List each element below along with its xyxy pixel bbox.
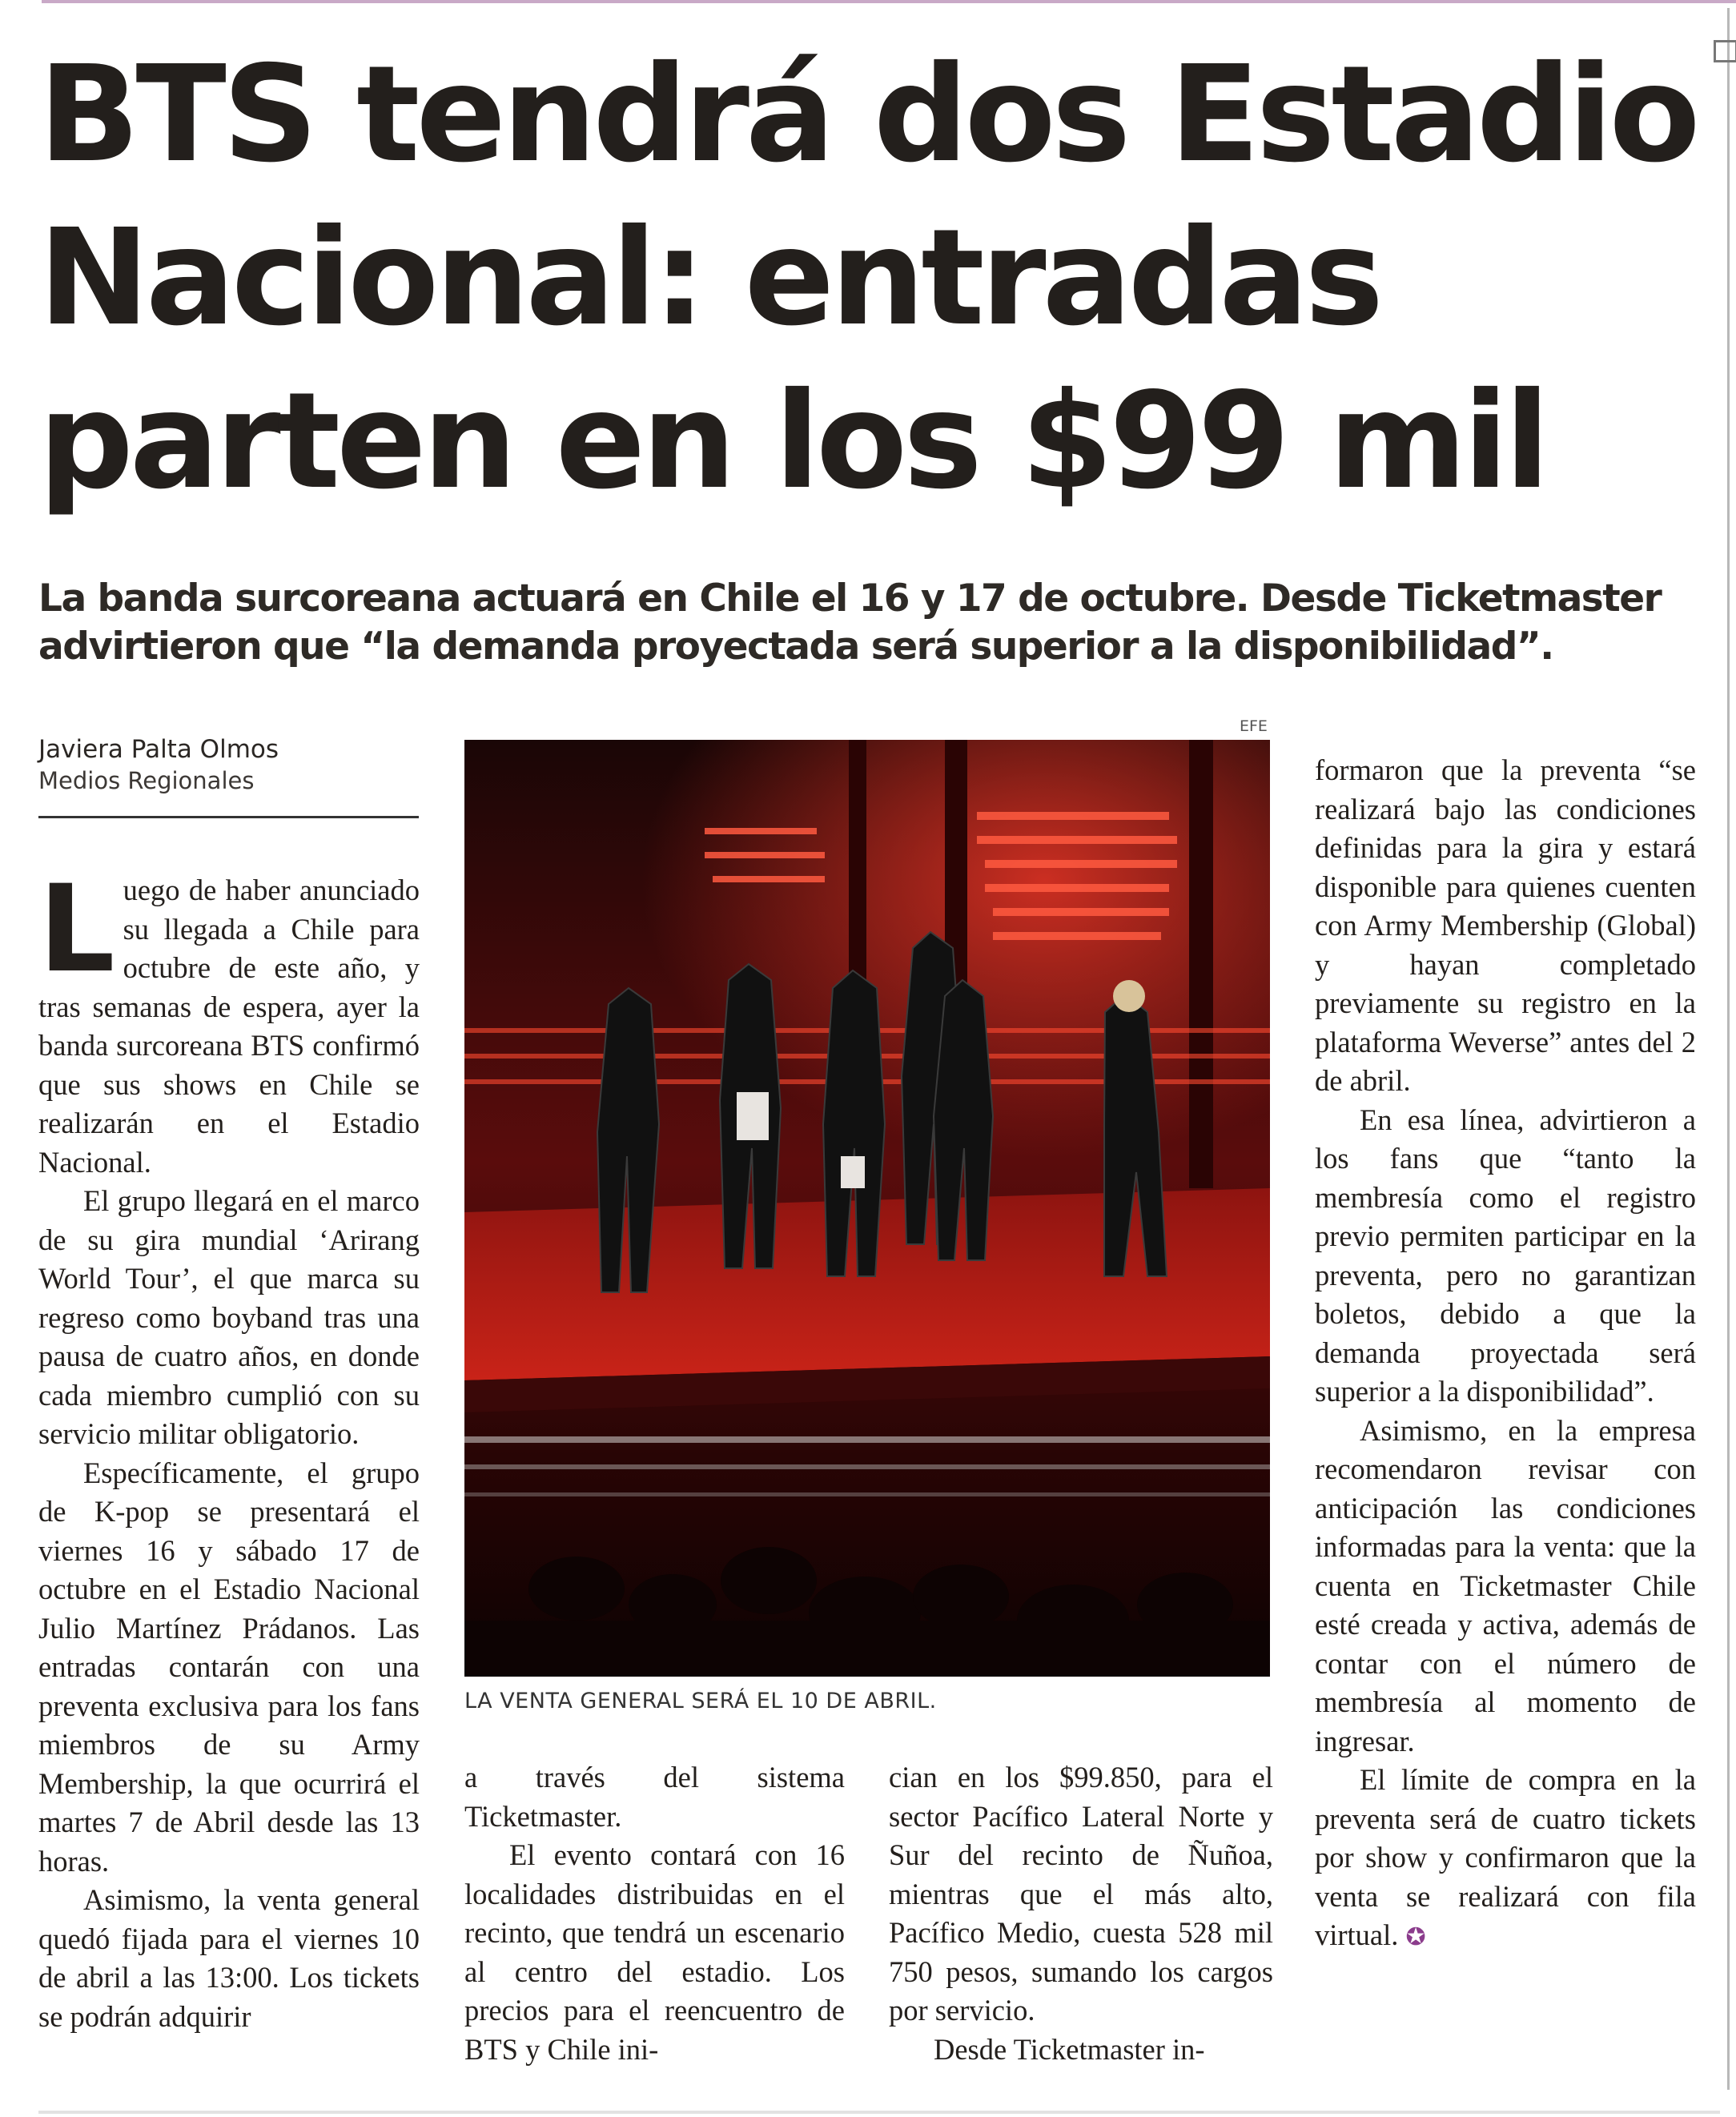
paragraph-1-text: uego de haber anunciado su llegada a Chile para octubre de este año, y tras semanas de espera, ayer la banda surcoreana BTS confirmó que sus shows en Chile se realizarán en el Estadio Nacional. [38, 874, 420, 1179]
concert-photo [464, 740, 1270, 1677]
paragraph-11: Asimismo, en la empresa recomendaron revisar con anticipación las condiciones informadas para la venta: que la cuenta en Ticketmaster Chile esté creada y activa, además de contar con el número de membresía al momento de ingresar. [1315, 1413, 1696, 1757]
drop-cap: L [38, 860, 115, 999]
photo-credit: EFE [1240, 717, 1268, 735]
body-column-1 [38, 860, 420, 2036]
photo-caption: LA VENTA GENERAL SERÁ EL 10 DE ABRIL. [464, 1689, 937, 1713]
bottom-rule [38, 2111, 1720, 2114]
subheadline: La banda surcoreana actuará en Chile el 16 y 17 de octubre. Desde Ticketmaster advirtieron que “la demanda proyectada será superior a la disponibilidad”. [38, 576, 1662, 669]
paragraph-4: Asimismo, la venta general quedó fijada para el viernes 10 de abril a las 13:00. Los tickets se podrán adquirir [38, 1883, 420, 2033]
paragraph-2: El grupo llegará en el marco de su gira mundial ‘Arirang World Tour’, el que marca su regreso como boyband tras una pausa de cuatro años, en donde cada miembro cumplió con su servicio militar obligatorio. [38, 1184, 420, 1450]
body-column-3 [889, 1758, 1273, 2069]
top-rule [42, 0, 1736, 3]
author-name: Javiera Palta Olmos [38, 735, 279, 764]
paragraph-3: Específicamente, el grupo de K-pop se presentará el viernes 16 y sábado 17 de octubre en el Estadio Nacional Julio Martínez Prádanos. Las entradas contarán con una preventa exclusiva para los fans miembros de su Army Membership, la que ocurrirá el martes 7 de Abril desde las 13 horas. [38, 1456, 420, 1878]
paragraph-8: Desde Ticketmaster in- [934, 2032, 1205, 2066]
headline: BTS tendrá dos Estadio Nacional: entradas parten en los $99 mil [38, 38, 1697, 519]
end-mark-icon: ✪ [1405, 1923, 1426, 1951]
paragraph-intro [38, 860, 420, 1182]
outlet-name: Medios Regionales [38, 767, 255, 794]
paragraph-10: En esa línea, advirtieron a los fans que “tanto la membresía como el registro previo permiten participar en la preventa, pero no garantizan boletos, debido a que la demanda proyectada será superior a la disponibilidad”. [1315, 1103, 1696, 1408]
body-column-2 [464, 1758, 845, 2069]
paragraph-12-text: El límite de compra en la preventa será de cuatro tickets por show y confirmaron que la venta se realizará con fila virtual. [1315, 1763, 1696, 1951]
byline-divider [38, 816, 419, 818]
byline [38, 733, 419, 796]
paragraph-7: cian en los $99.850, para el sector Pacífico Lateral Norte y Sur del recinto de Ñuñoa, mientras que el más alto, Pacífico Medio, cuesta 528 mil 750 pesos, sumando los cargos por servicio. [889, 1761, 1273, 2027]
paragraph-5: a través del sistema Ticketmaster. [464, 1761, 845, 1833]
paragraph-12 [1315, 1761, 1696, 1958]
page-edge-rule [1727, 8, 1730, 2090]
body-column-4 [1315, 751, 1696, 1958]
paragraph-6: El evento contará con 16 localidades distribuidas en el recinto, que tendrá un escenario al centro del estadio. Los precios para el reencuentro de BTS y Chile ini- [464, 1838, 845, 2066]
paragraph-9: formaron que la preventa “se realizará bajo las condiciones definidas para la gira y estará disponible para quienes cuenten con Army Membership (Global) y hayan completado previamente su registro en la plataforma Weverse” antes del 2 de abril. [1315, 753, 1696, 1097]
